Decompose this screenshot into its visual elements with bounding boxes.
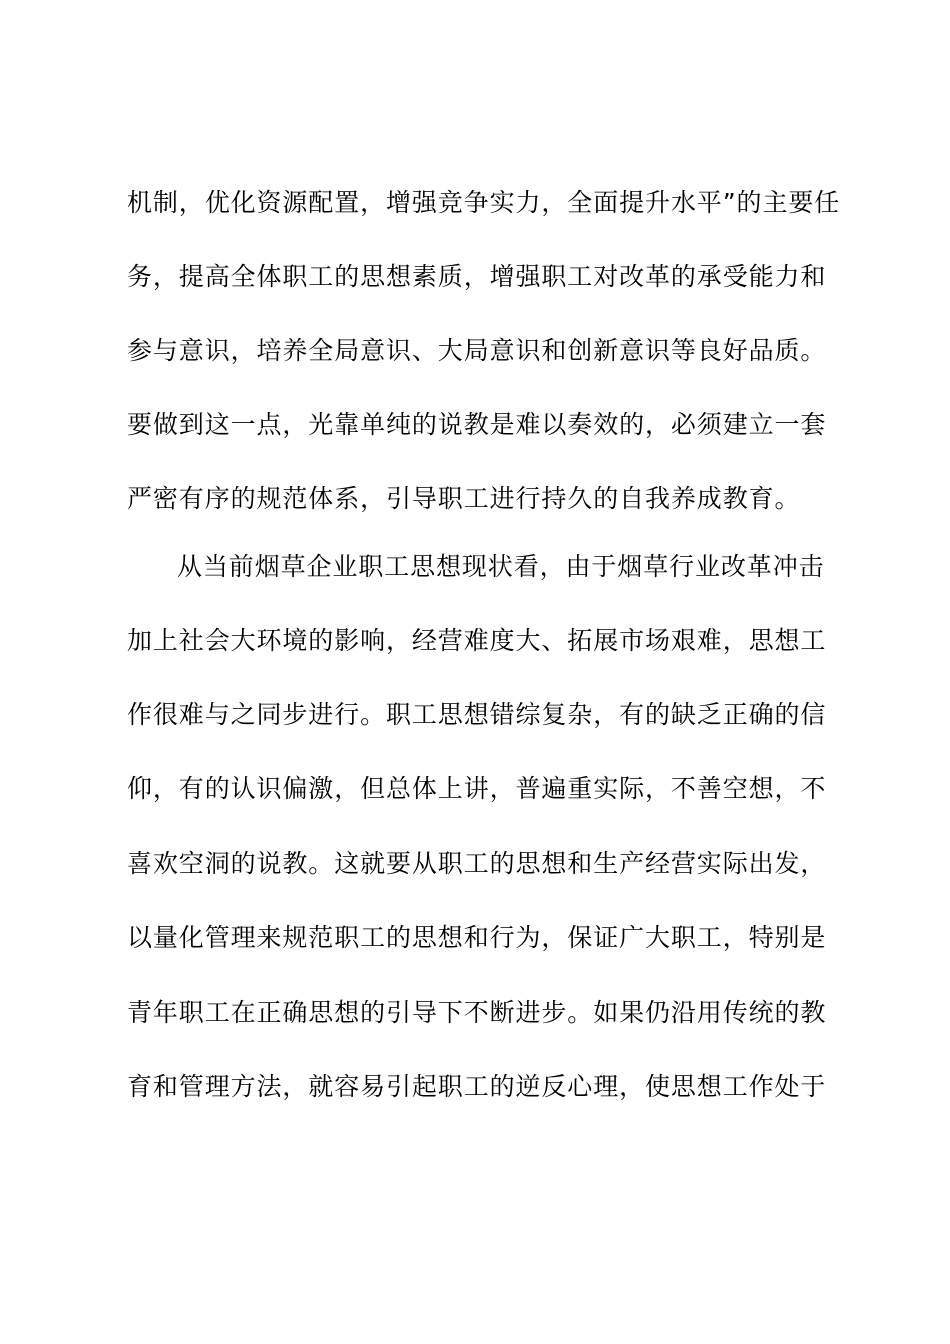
text-line: 机制，优化资源配置，增强竞争实力，全面提升水平”的主要任 bbox=[127, 188, 841, 217]
text-line: 以量化管理来规范职工的思想和行为，保证广大职工，特别是 bbox=[127, 923, 827, 952]
text-line: 务，提高全体职工的思想素质，增强职工对改革的承受能力和 bbox=[127, 262, 827, 291]
text-line: 仰，有的认识偏激，但总体上讲，普遍重实际，不善空想，不 bbox=[127, 774, 827, 803]
text-line: 喜欢空洞的说教。这就要从职工的思想和生产经营实际出发， bbox=[127, 849, 827, 878]
text-line: 要做到这一点，光靠单纯的说教是难以奏效的，必须建立一套 bbox=[127, 410, 827, 439]
text-line: 作很难与之同步进行。职工思想错综复杂，有的缺乏正确的信 bbox=[127, 700, 827, 729]
paragraph-first-line: 从当前烟草企业职工思想现状看，由于烟草行业改革冲击 bbox=[177, 552, 825, 581]
text-line: 参与意识，培养全局意识、大局意识和创新意识等良好品质。 bbox=[127, 336, 827, 365]
text-line: 青年职工在正确思想的引导下不断进步。如果仍沿用传统的教 bbox=[127, 998, 827, 1027]
text-line: 加上社会大环境的影响，经营难度大、拓展市场艰难，思想工 bbox=[127, 626, 827, 655]
text-line: 严密有序的规范体系，引导职工进行持久的自我养成教育。 bbox=[127, 484, 801, 513]
text-line: 育和管理方法，就容易引起职工的逆反心理，使思想工作处于 bbox=[127, 1072, 827, 1101]
